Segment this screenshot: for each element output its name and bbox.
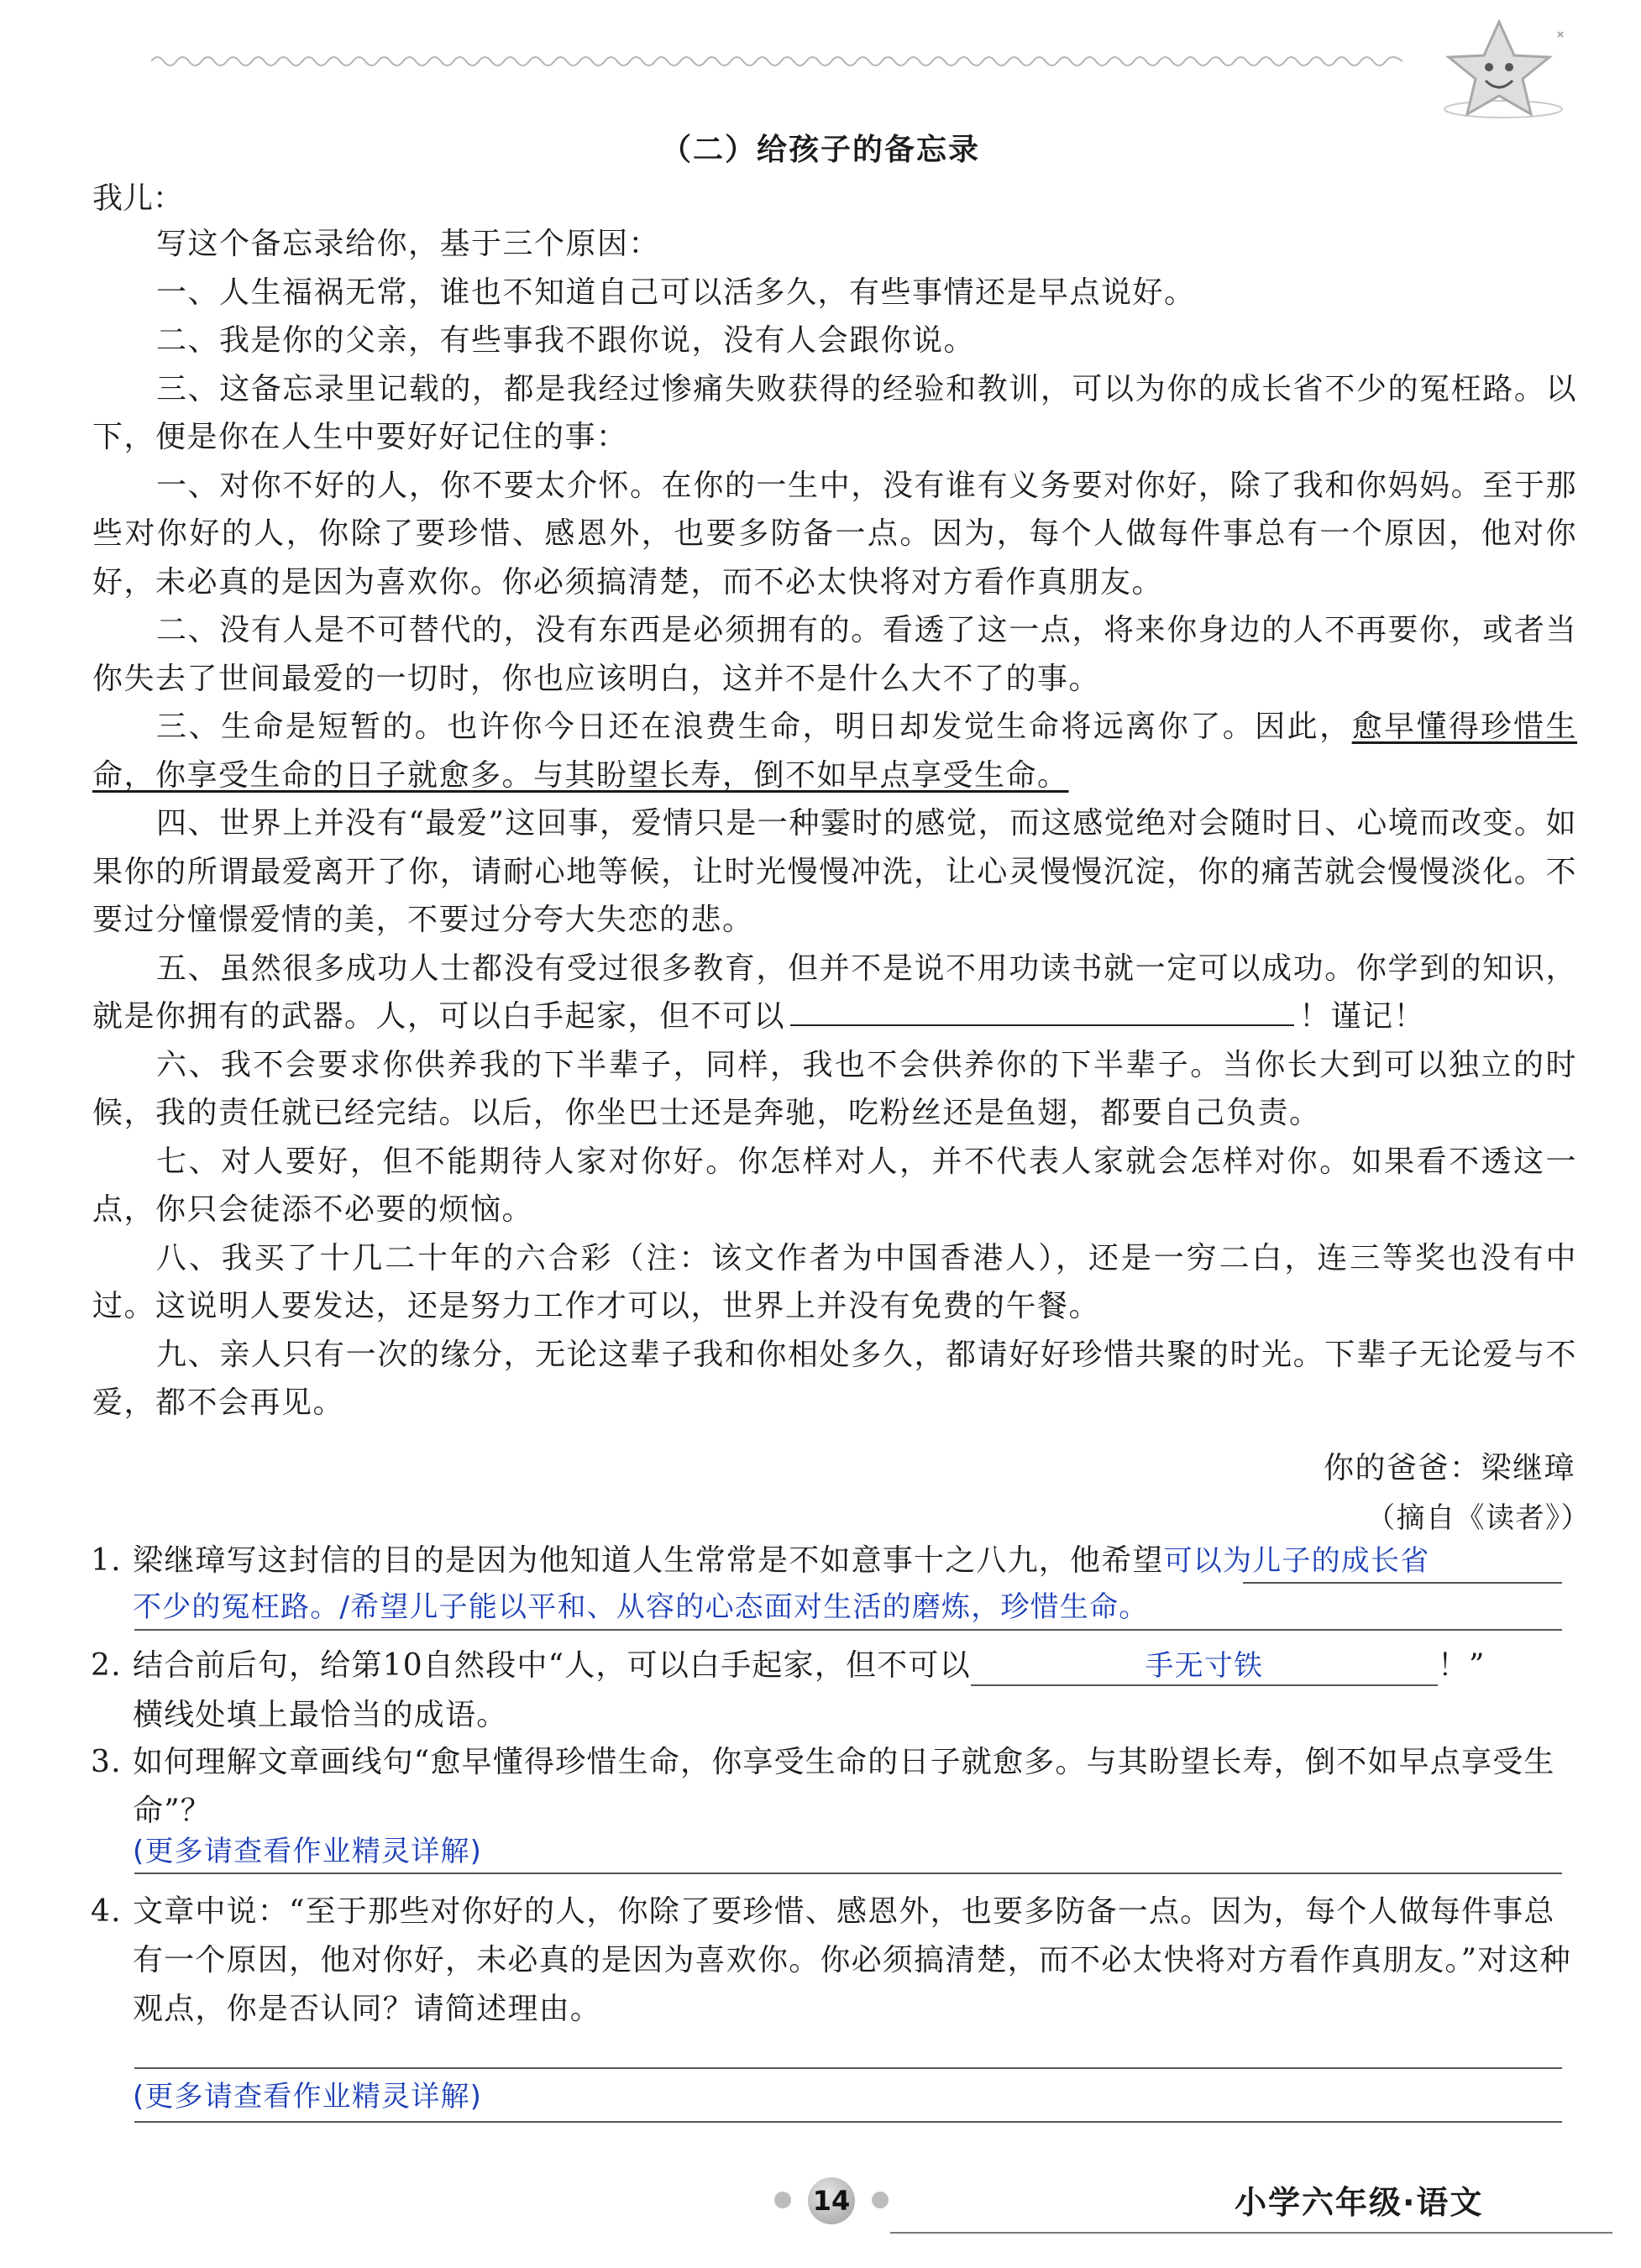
source-note: （摘自《读者》） xyxy=(1366,1501,1591,1535)
paragraph: 六、我不会要求你供养我的下半辈子，同样，我也不会供养你的下半辈子。当你长大到可以独立的时候，我的责任就已经完结。以后，你坐巴士还是奔驰，吃粉丝还是鱼翅，都要自己负责。 xyxy=(92,1047,1577,1130)
letter-body xyxy=(92,220,1577,1427)
question-text: 如何理解文章画线句“愈早懂得珍惜生命，你享受生命的日子就愈多。与其盼望长寿，倒不如早点享受生命”？ xyxy=(133,1745,1555,1828)
smiling-star-icon xyxy=(1423,15,1583,124)
paragraph-text: ！谨记！ xyxy=(1299,999,1426,1034)
paragraph-text: 五、虽然很多成功人士都没有受过很多教育，但并不是说不用功读书就一定可以成功。你学到的知识，就是你拥有的武器。人，可以白手起家，但不可以 xyxy=(92,951,1577,1034)
paragraph: 四、世界上并没有“最爱”这回事，爱情只是一种霎时的感觉，而这感觉绝对会随时日、心境而改变。如果你的所谓最爱离开了你，请耐心地等候，让时光慢慢冲洗，让心灵慢慢沉淀，你的痛苦就会慢慢淡化。不要过分憧憬爱情的美，不要过分夸大失恋的悲。 xyxy=(92,806,1577,937)
salutation: 我儿： xyxy=(92,181,184,216)
question-prompt: ！” xyxy=(1437,1648,1486,1683)
footer-rule xyxy=(890,2232,1612,2234)
paragraph: 写这个备忘录给你，基于三个原因： xyxy=(156,227,661,261)
question-prompt: 结合前后句，给第10自然段中“人，可以白手起家，但不可以 xyxy=(133,1648,971,1683)
paragraph: 二、我是你的父亲，有些事我不跟你说，没有人会跟你说。 xyxy=(156,323,976,358)
page-number: 14 xyxy=(808,2177,855,2224)
answer-line xyxy=(134,1873,1562,1874)
question-number: 1. xyxy=(91,1543,122,1578)
fill-in-blank-line xyxy=(790,999,1294,1026)
answer-text: 手无寸铁 xyxy=(971,1647,1438,1686)
paragraph: 八、我买了十几二十年的六合彩（注：该文作者为中国香港人），还是一穷二白，连三等奖也没有中过。这说明人要发达，还是努力工作才可以，世界上并没有免费的午餐。 xyxy=(92,1240,1577,1323)
paragraph: 九、亲人只有一次的缘分，无论这辈子我和你相处多久，都请好好珍惜共聚的时光。下辈子无论爱与不爱，都不会再见。 xyxy=(92,1337,1577,1420)
answer-line xyxy=(134,1629,1562,1631)
question-prompt: 梁继璋写这封信的目的是因为他知道人生常常是不如意事十之八九，他希望 xyxy=(133,1543,1164,1578)
answer-text: 不少的冤枉路。/希望儿子能以平和、从容的心态面对生活的磨炼，珍惜生命。 xyxy=(133,1590,1149,1624)
question-text: 文章中说：“至于那些对你好的人，你除了要珍惜、感恩外，也要多防备一点。因为，每个人做每件事总有一个原因，他对你好，未必真的是因为喜欢你。你必须搞清楚，而不必太快将对方看作真朋友。”对这种观点，你是否认同？请简述理由。 xyxy=(133,1894,1571,2026)
question-number: 4. xyxy=(91,1894,122,1929)
answer-text: (更多请查看作业精灵详解) xyxy=(133,1835,483,1868)
answer-line xyxy=(134,2067,1562,2069)
paragraph: 一、人生福祸无常，谁也不知道自己可以活多久，有些事情还是早点说好。 xyxy=(156,275,1196,310)
paragraph: 二、没有人是不可替代的，没有东西是必须拥有的。看透了这一点，将来你身边的人不再要你，或者当你失去了世间最爱的一切时，你也应该明白，这并不是什么大不了的事。 xyxy=(92,613,1577,696)
answer-line xyxy=(134,2121,1562,2123)
question-number: 2. xyxy=(91,1648,122,1683)
paragraph: 一、对你不好的人，你不要太介怀。在你的一生中，没有谁有义务要对你好，除了我和你妈妈。至于那些对你好的人，你除了要珍惜、感恩外，也要多防备一点。因为，每个人做每件事总有一个原因，他对你好，未必真的是因为喜欢你。你必须搞清楚，而不必太快将对方看作真朋友。 xyxy=(92,468,1577,600)
answer-text: 可以为儿子的成长省 xyxy=(1163,1544,1430,1578)
paragraph-underlined xyxy=(92,703,1577,799)
signature: 你的爸爸：梁继璋 xyxy=(1323,1451,1575,1485)
question-text xyxy=(133,1537,1577,1585)
question-number: 3. xyxy=(91,1745,122,1779)
grade-subject-label: 小学六年级·语文 xyxy=(1235,2184,1484,2221)
underlined-sentence: 愈早懂得珍惜生命，你享受生命的日子就愈多。与其盼望长寿，倒不如早点享受生命。 xyxy=(92,710,1577,793)
question-text: 横线处填上最恰当的成语。 xyxy=(133,1698,508,1732)
paragraph-with-blank xyxy=(92,945,1577,1041)
paragraph: 三、这备忘录里记载的，都是我经过惨痛失败获得的经验和教训，可以为你的成长省不少的冤枉路。以下，便是你在人生中要好好记住的事： xyxy=(92,371,1577,454)
article-title: （二）给孩子的备忘录 xyxy=(660,133,980,167)
answer-text: (更多请查看作业精灵详解) xyxy=(133,2080,483,2113)
question-text xyxy=(133,1642,1577,1690)
wavy-divider xyxy=(151,49,1402,74)
paragraph-text: 三、生命是短暂的。也许你今日还在浪费生命，明日却发觉生命将远离你了。因此， xyxy=(156,710,1352,744)
paragraph: 七、对人要好，但不能期待人家对你好。你怎样对人，并不代表人家就会怎样对你。如果看不透这一点，你只会徒添不必要的烦恼。 xyxy=(92,1144,1577,1227)
